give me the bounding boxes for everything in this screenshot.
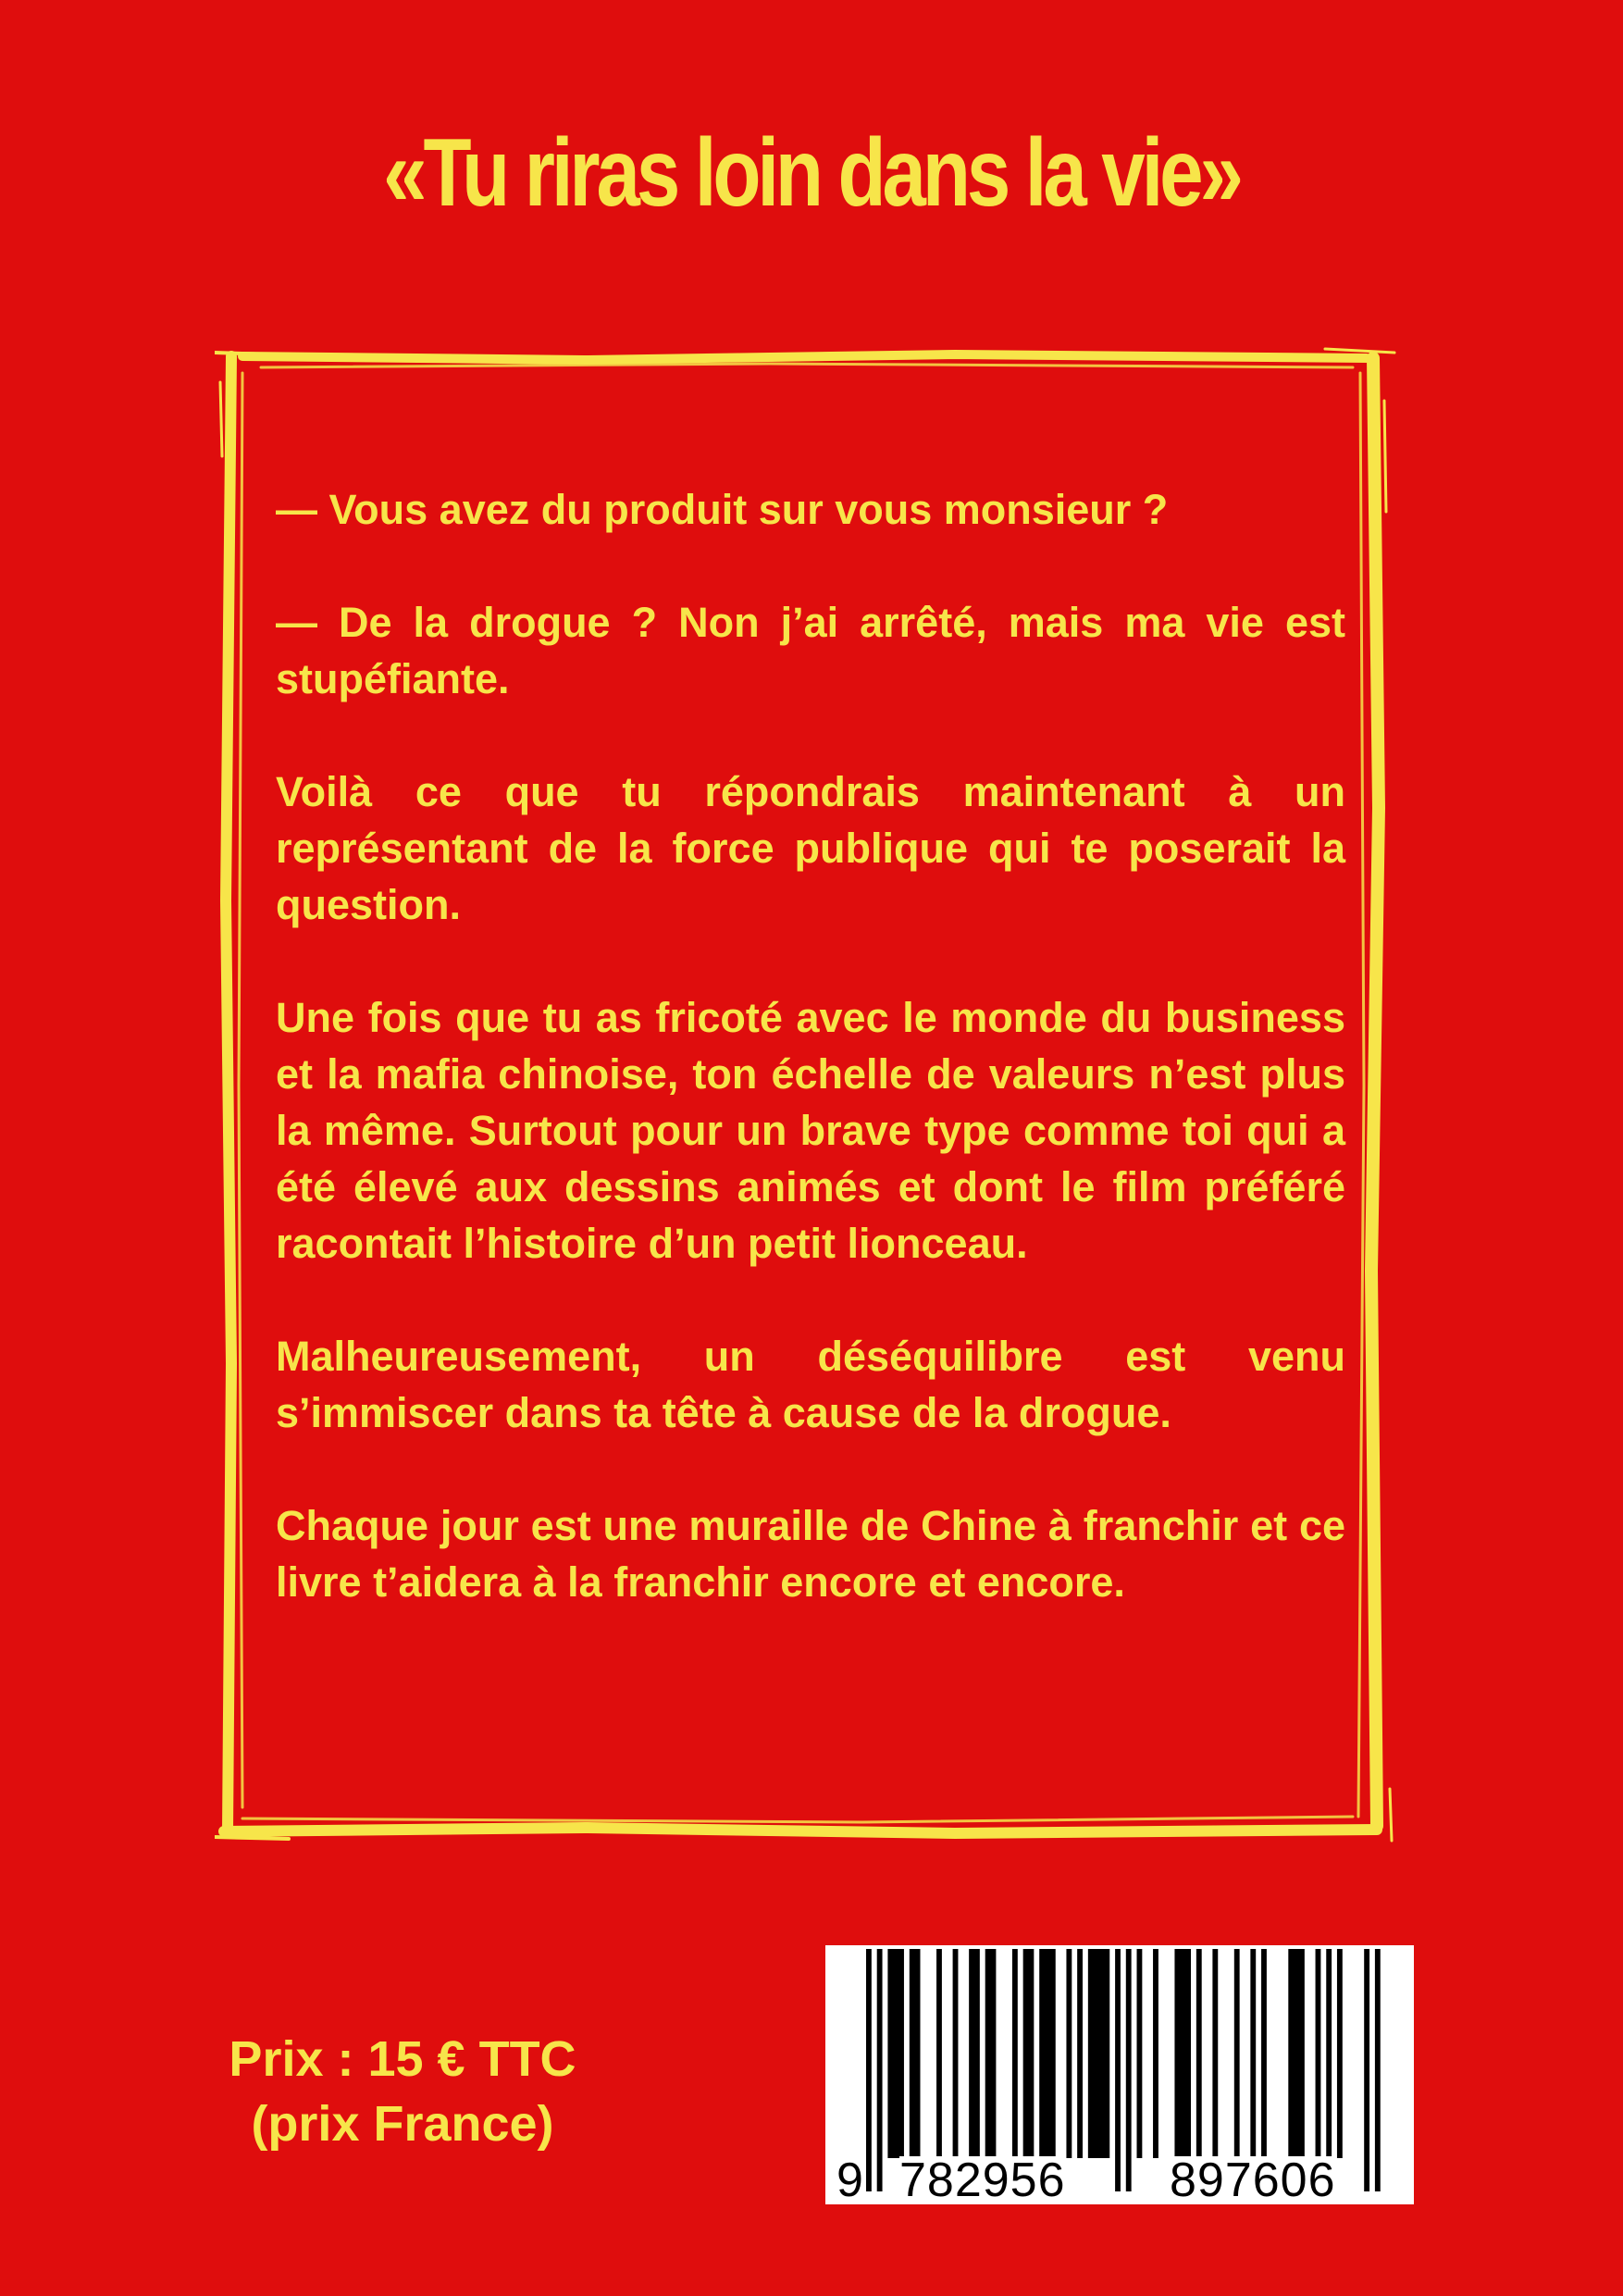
price-region-line: (prix France)	[251, 2096, 554, 2152]
barcode-bar	[877, 1949, 883, 2191]
blurb-paragraph: Voilà ce que tu répondrais maintenant à un représentant de la force publique qui te poserait la question.	[276, 768, 1345, 928]
blurb-paragraph: Une fois que tu as fricoté avec le monde du business et la mafia chinoise, ton échelle de valeurs n’est plus la même. Surtout pour un brave type comme toi qui a été élevé aux dessins animés et dont le film préféré racontait l’histoire d’un petit lionceau.	[276, 994, 1345, 1267]
barcode-bar	[1077, 1949, 1083, 2158]
barcode-bar	[1316, 1949, 1321, 2158]
price-line: Prix : 15 € TTC	[229, 2031, 576, 2087]
barcode-right-digits: 897606	[1170, 2153, 1336, 2207]
barcode-bar	[1012, 1949, 1018, 2158]
barcode-bar	[1261, 1949, 1267, 2158]
barcode-bar	[936, 1949, 942, 2158]
barcode-left-digits: 782956	[899, 2153, 1066, 2207]
barcode-bar	[1212, 1949, 1218, 2158]
barcode-bar	[1196, 1949, 1202, 2158]
barcode-bar	[1126, 1949, 1132, 2191]
blurb-paragraph: — De la drogue ? Non j’ai arrêté, mais ma vie est stupéfiante.	[276, 599, 1345, 702]
barcode-digits	[825, 2153, 1414, 2207]
barcode-bar	[1250, 1949, 1256, 2158]
barcode-bar	[969, 1949, 980, 2158]
barcode-bar	[1288, 1949, 1305, 2158]
blurb-paragraph: Malheureusement, un déséquilibre est venu s’immiscer dans ta tête à cause de la drogue.	[276, 1333, 1345, 1436]
barcode-bar	[1066, 1949, 1072, 2158]
barcode-bar	[1088, 1949, 1109, 2158]
barcode-bar	[1337, 1949, 1343, 2158]
barcode-bar	[1153, 1949, 1158, 2158]
barcode-bar	[887, 1949, 904, 2158]
barcode-bar	[1039, 1949, 1056, 2158]
barcode-bar	[1234, 1949, 1240, 2158]
cover-title: «Tu riras loin dans la vie»	[383, 119, 1240, 227]
barcode-bar	[1364, 1949, 1369, 2191]
barcode-bar	[985, 1949, 997, 2158]
back-cover-blurb	[276, 481, 1345, 1610]
blurb-paragraph: — Vous avez du produit sur vous monsieur ?	[276, 486, 1169, 533]
blurb-paragraph: Chaque jour est une muraille de Chine à franchir et ce livre t’aidera à la franchir encore et encore.	[276, 1502, 1345, 1606]
barcode-bar	[866, 1949, 872, 2191]
barcode-bar	[910, 1949, 921, 2158]
barcode-bar	[1174, 1949, 1191, 2158]
barcode-bar	[1375, 1949, 1381, 2191]
price-label	[185, 2027, 620, 2156]
barcode-first-digit: 9	[836, 2153, 863, 2207]
barcode-bar	[1326, 1949, 1332, 2158]
isbn-barcode	[825, 1945, 1414, 2207]
barcode-bar	[1137, 1949, 1143, 2158]
barcode-bar	[1023, 1949, 1035, 2158]
barcode-bar	[953, 1949, 959, 2158]
barcode-bar	[1115, 1949, 1121, 2191]
